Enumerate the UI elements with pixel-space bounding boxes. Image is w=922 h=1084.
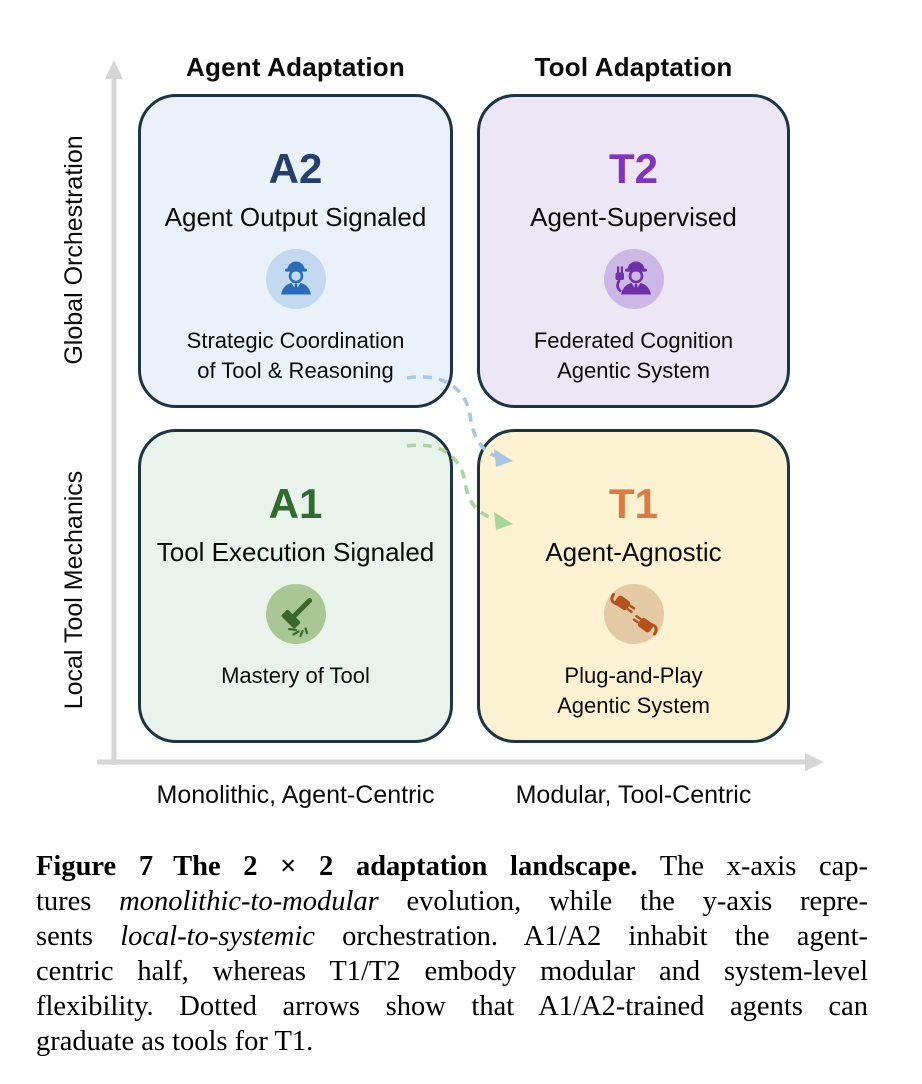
column-header-tool-adaptation: Tool Adaptation (534, 52, 733, 82)
quadrant-a2-subtitle: Agent Output Signaled (164, 202, 427, 232)
mallet-icon (266, 584, 326, 644)
x-axis-label-modular-tool-centric: Modular, Tool-Centric (515, 781, 752, 809)
quadrant-a2 (138, 94, 453, 408)
quadrant-a1 (138, 429, 453, 743)
caption-line: tures monolithic-to-modular evolution, while the y-axis repre- (36, 886, 868, 917)
caption-line: flexibility. Dotted arrows show that A1/A2-trained agents can (36, 991, 868, 1022)
quadrant-a1-code: A1 (268, 480, 323, 527)
y-axis-label-local-tool-mechanics: Local Tool Mechanics (60, 470, 88, 710)
quadrant-t2 (477, 94, 790, 408)
quadrant-a1-subtitle: Tool Execution Signaled (156, 537, 435, 567)
column-header-agent-adaptation: Agent Adaptation (186, 52, 405, 82)
quadrant-t1-code: T1 (608, 480, 658, 527)
electrician-worker-icon (604, 249, 664, 309)
figure-caption (36, 849, 868, 1059)
quadrant-t2-code: T2 (608, 145, 658, 192)
caption-line: Figure 7 The 2 × 2 adaptation landscape. The x-axis cap- (36, 851, 868, 882)
caption-line: centric half, whereas T1/T2 embody modular and system-level (36, 956, 868, 987)
engineer-worker-icon (266, 249, 326, 309)
quadrant-t2-subtitle: Agent-Supervised (530, 202, 737, 232)
y-axis-arrow (105, 60, 123, 765)
y-axis-label-global-orchestration: Global Orchestration (60, 135, 88, 365)
quadrant-a2-code: A2 (268, 145, 323, 192)
quadrant-a1-description: Mastery of Tool (221, 663, 370, 688)
quadrant-t1-description: Plug-and-Play Agentic System (557, 663, 710, 718)
quadrant-a2-description: Strategic Coordination of Tool & Reasoning (186, 328, 405, 383)
connected-plugs-icon (604, 584, 664, 644)
quadrant-t1-subtitle: Agent-Agnostic (545, 537, 722, 567)
caption-line: sents local-to-systemic orchestration. A1/A2 inhabit the agent- (36, 921, 868, 952)
x-axis-label-monolithic-agent-centric: Monolithic, Agent-Centric (156, 781, 435, 809)
quadrant-t1 (477, 429, 790, 743)
quadrant-t2-description: Federated Cognition Agentic System (533, 328, 734, 383)
x-axis-arrow (97, 753, 824, 771)
caption-line: graduate as tools for T1. (36, 1026, 314, 1057)
